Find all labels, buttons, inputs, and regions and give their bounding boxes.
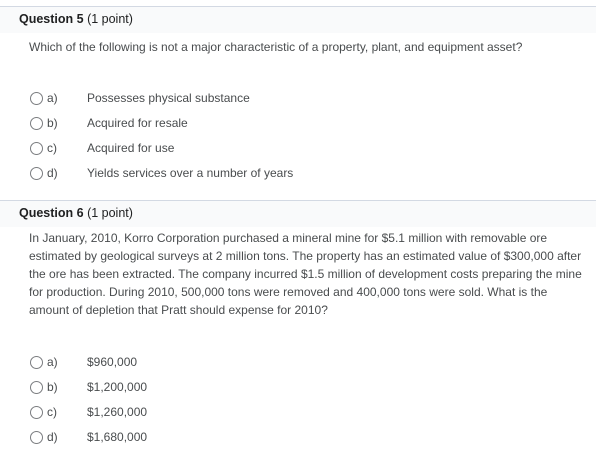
option-letter: c) bbox=[47, 141, 57, 155]
question-6-header bbox=[0, 200, 596, 227]
radio-button[interactable] bbox=[30, 356, 43, 369]
radio-button[interactable] bbox=[30, 142, 43, 155]
option-letter: d) bbox=[47, 430, 58, 444]
q5-option-a[interactable] bbox=[30, 88, 250, 108]
option-letter: b) bbox=[47, 116, 58, 130]
option-letter: b) bbox=[47, 380, 58, 394]
q6-option-a[interactable] bbox=[30, 352, 137, 372]
radio-button[interactable] bbox=[30, 381, 43, 394]
option-text: Possesses physical substance bbox=[87, 91, 250, 105]
radio-button[interactable] bbox=[30, 117, 43, 130]
question-5-text: Which of the following is not a major characteristic of a property, plant, and equipment asset? bbox=[29, 40, 523, 54]
option-text: $1,680,000 bbox=[87, 430, 148, 444]
option-text: Acquired for use bbox=[87, 141, 175, 155]
q5-option-d[interactable] bbox=[30, 163, 293, 183]
radio-button[interactable] bbox=[30, 167, 43, 180]
option-letter: a) bbox=[47, 91, 58, 105]
question-5-title: Question 5 (1 point) bbox=[19, 12, 133, 26]
option-text: Yields services over a number of years bbox=[87, 166, 294, 180]
question-6-text: In January, 2010, Korro Corporation purchased a mineral mine for $5.1 million with removable ore estimated by geological surveys at 2 million tons. The property has an estimated value of $300,000 after the ore has been extracted. The company incurred $1.5 million of development costs preparing the mine for production. During 2010, 500,000 tons were removed and 400,000 tons were sold. What is the amount of depletion that Pratt should expense for 2010? bbox=[29, 231, 582, 317]
question-6-title: Question 6 (1 point) bbox=[19, 206, 133, 220]
option-letter: c) bbox=[47, 405, 57, 419]
radio-button[interactable] bbox=[30, 431, 43, 444]
option-letter: d) bbox=[47, 166, 58, 180]
option-text: $1,200,000 bbox=[87, 380, 148, 394]
q5-option-b[interactable] bbox=[30, 113, 188, 133]
q5-option-c[interactable] bbox=[30, 138, 174, 158]
q6-option-c[interactable] bbox=[30, 402, 147, 422]
radio-button[interactable] bbox=[30, 406, 43, 419]
option-letter: a) bbox=[47, 355, 58, 369]
q6-option-d[interactable] bbox=[30, 427, 147, 447]
option-text: $960,000 bbox=[87, 355, 138, 369]
q6-option-b[interactable] bbox=[30, 377, 147, 397]
radio-button[interactable] bbox=[30, 92, 43, 105]
option-text: $1,260,000 bbox=[87, 405, 148, 419]
question-5-header bbox=[0, 6, 596, 33]
option-text: Acquired for resale bbox=[87, 116, 188, 130]
